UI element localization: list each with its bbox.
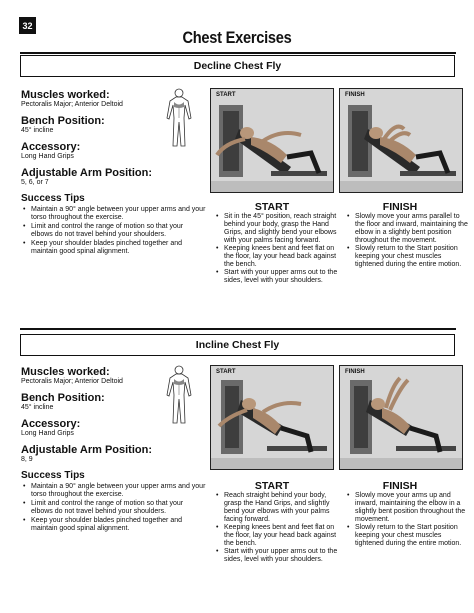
bench-heading: Bench Position:: [21, 115, 105, 127]
step-item: • Sit in the 45° position, reach straight behind your body, grasp the Hand Grips, and slightly bend your elbows with your palms facing forward.: [224, 213, 339, 245]
tip-item: • Limit and control the range of motion so that your elbows do not travel behind your shoulders.: [31, 223, 206, 239]
start-heading: START: [254, 201, 290, 213]
success-tips-heading: Success Tips: [21, 193, 85, 204]
photo-label-finish: FINISH: [345, 369, 365, 375]
finish-heading: FINISH: [382, 201, 418, 213]
step-item: • Start with your upper arms out to the sides, level with your shoulders.: [224, 548, 339, 564]
finish-heading: FINISH: [382, 480, 418, 492]
muscle-anatomy-figure: [164, 88, 194, 148]
muscle-anatomy-figure: [164, 365, 194, 425]
arm-position-value: 8, 9: [21, 456, 33, 463]
accessory-value: Long Hand Grips: [21, 153, 74, 160]
muscles-value: Pectoralis Major; Anterior Deltoid: [21, 378, 123, 385]
step-item: • Slowly return to the Start position keeping your chest muscles tightened during the entire motion.: [355, 524, 470, 548]
start-steps-list: [214, 492, 339, 564]
success-tips-heading: Success Tips: [21, 470, 85, 481]
tip-item: • Keep your shoulder blades pinched together and maintain good spinal alignment.: [31, 517, 206, 533]
tip-item: • Maintain a 90° angle between your upper arms and your torso throughout the exercise.: [31, 483, 206, 499]
step-item: • Reach straight behind your body, grasp the Hand Grips, and slightly bend your elbows with your palms facing forward.: [224, 492, 339, 524]
muscles-heading: Muscles worked:: [21, 366, 110, 378]
success-tips-list: [21, 483, 206, 533]
success-tips-list: [21, 206, 206, 256]
photo-label-finish: FINISH: [345, 92, 365, 98]
finish-steps-list: [345, 492, 470, 548]
photo-label-start: START: [216, 369, 236, 375]
step-item: • Start with your upper arms out to the sides, level with your shoulders.: [224, 269, 339, 285]
tip-item: • Maintain a 90° angle between your upper arms and your torso throughout the exercise.: [31, 206, 206, 222]
step-item: • Slowly move your arms parallel to the floor and inward, maintaining the elbow in a slightly bent position throughout the movement.: [355, 213, 470, 245]
arm-position-heading: Adjustable Arm Position:: [21, 167, 152, 179]
bench-value: 45° incline: [21, 127, 54, 134]
start-position-photo: [210, 88, 334, 193]
bench-heading: Bench Position:: [21, 392, 105, 404]
page-title: Chest Exercises: [182, 28, 292, 47]
tip-item: • Keep your shoulder blades pinched together and maintain good spinal alignment.: [31, 240, 206, 256]
accessory-heading: Accessory:: [21, 418, 81, 430]
tip-item: • Limit and control the range of motion so that your elbows do not travel behind your shoulders.: [31, 500, 206, 516]
photo-label-start: START: [216, 92, 236, 98]
finish-position-photo: [339, 365, 463, 470]
section-divider: [20, 328, 456, 330]
finish-position-photo: [339, 88, 463, 193]
step-item: • Keeping knees bent and feet flat on the floor, lay your head back against the bench.: [224, 245, 339, 269]
exercise-title-banner: Decline Chest Fly: [20, 55, 455, 77]
accessory-value: Long Hand Grips: [21, 430, 74, 437]
start-position-photo: [210, 365, 334, 470]
exercise-title-banner: Incline Chest Fly: [20, 334, 455, 356]
accessory-heading: Accessory:: [21, 141, 81, 153]
muscles-heading: Muscles worked:: [21, 89, 110, 101]
section-divider: [20, 52, 456, 54]
step-item: • Slowly return to the Start position keeping your chest muscles tightened during the entire motion.: [355, 245, 470, 269]
muscles-value: Pectoralis Major; Anterior Deltoid: [21, 101, 123, 108]
start-steps-list: [214, 213, 339, 285]
page-number: 32: [19, 17, 36, 34]
start-heading: START: [254, 480, 290, 492]
arm-position-heading: Adjustable Arm Position:: [21, 444, 152, 456]
finish-steps-list: [345, 213, 470, 269]
step-item: • Keeping knees bent and feet flat on the floor, lay your head back against the bench.: [224, 524, 339, 548]
arm-position-value: 5, 6, or 7: [21, 179, 49, 186]
bench-value: 45° incline: [21, 404, 54, 411]
step-item: • Slowly move your arms up and inward, maintaining the elbow in a slightly bent position throughout the movement.: [355, 492, 470, 524]
